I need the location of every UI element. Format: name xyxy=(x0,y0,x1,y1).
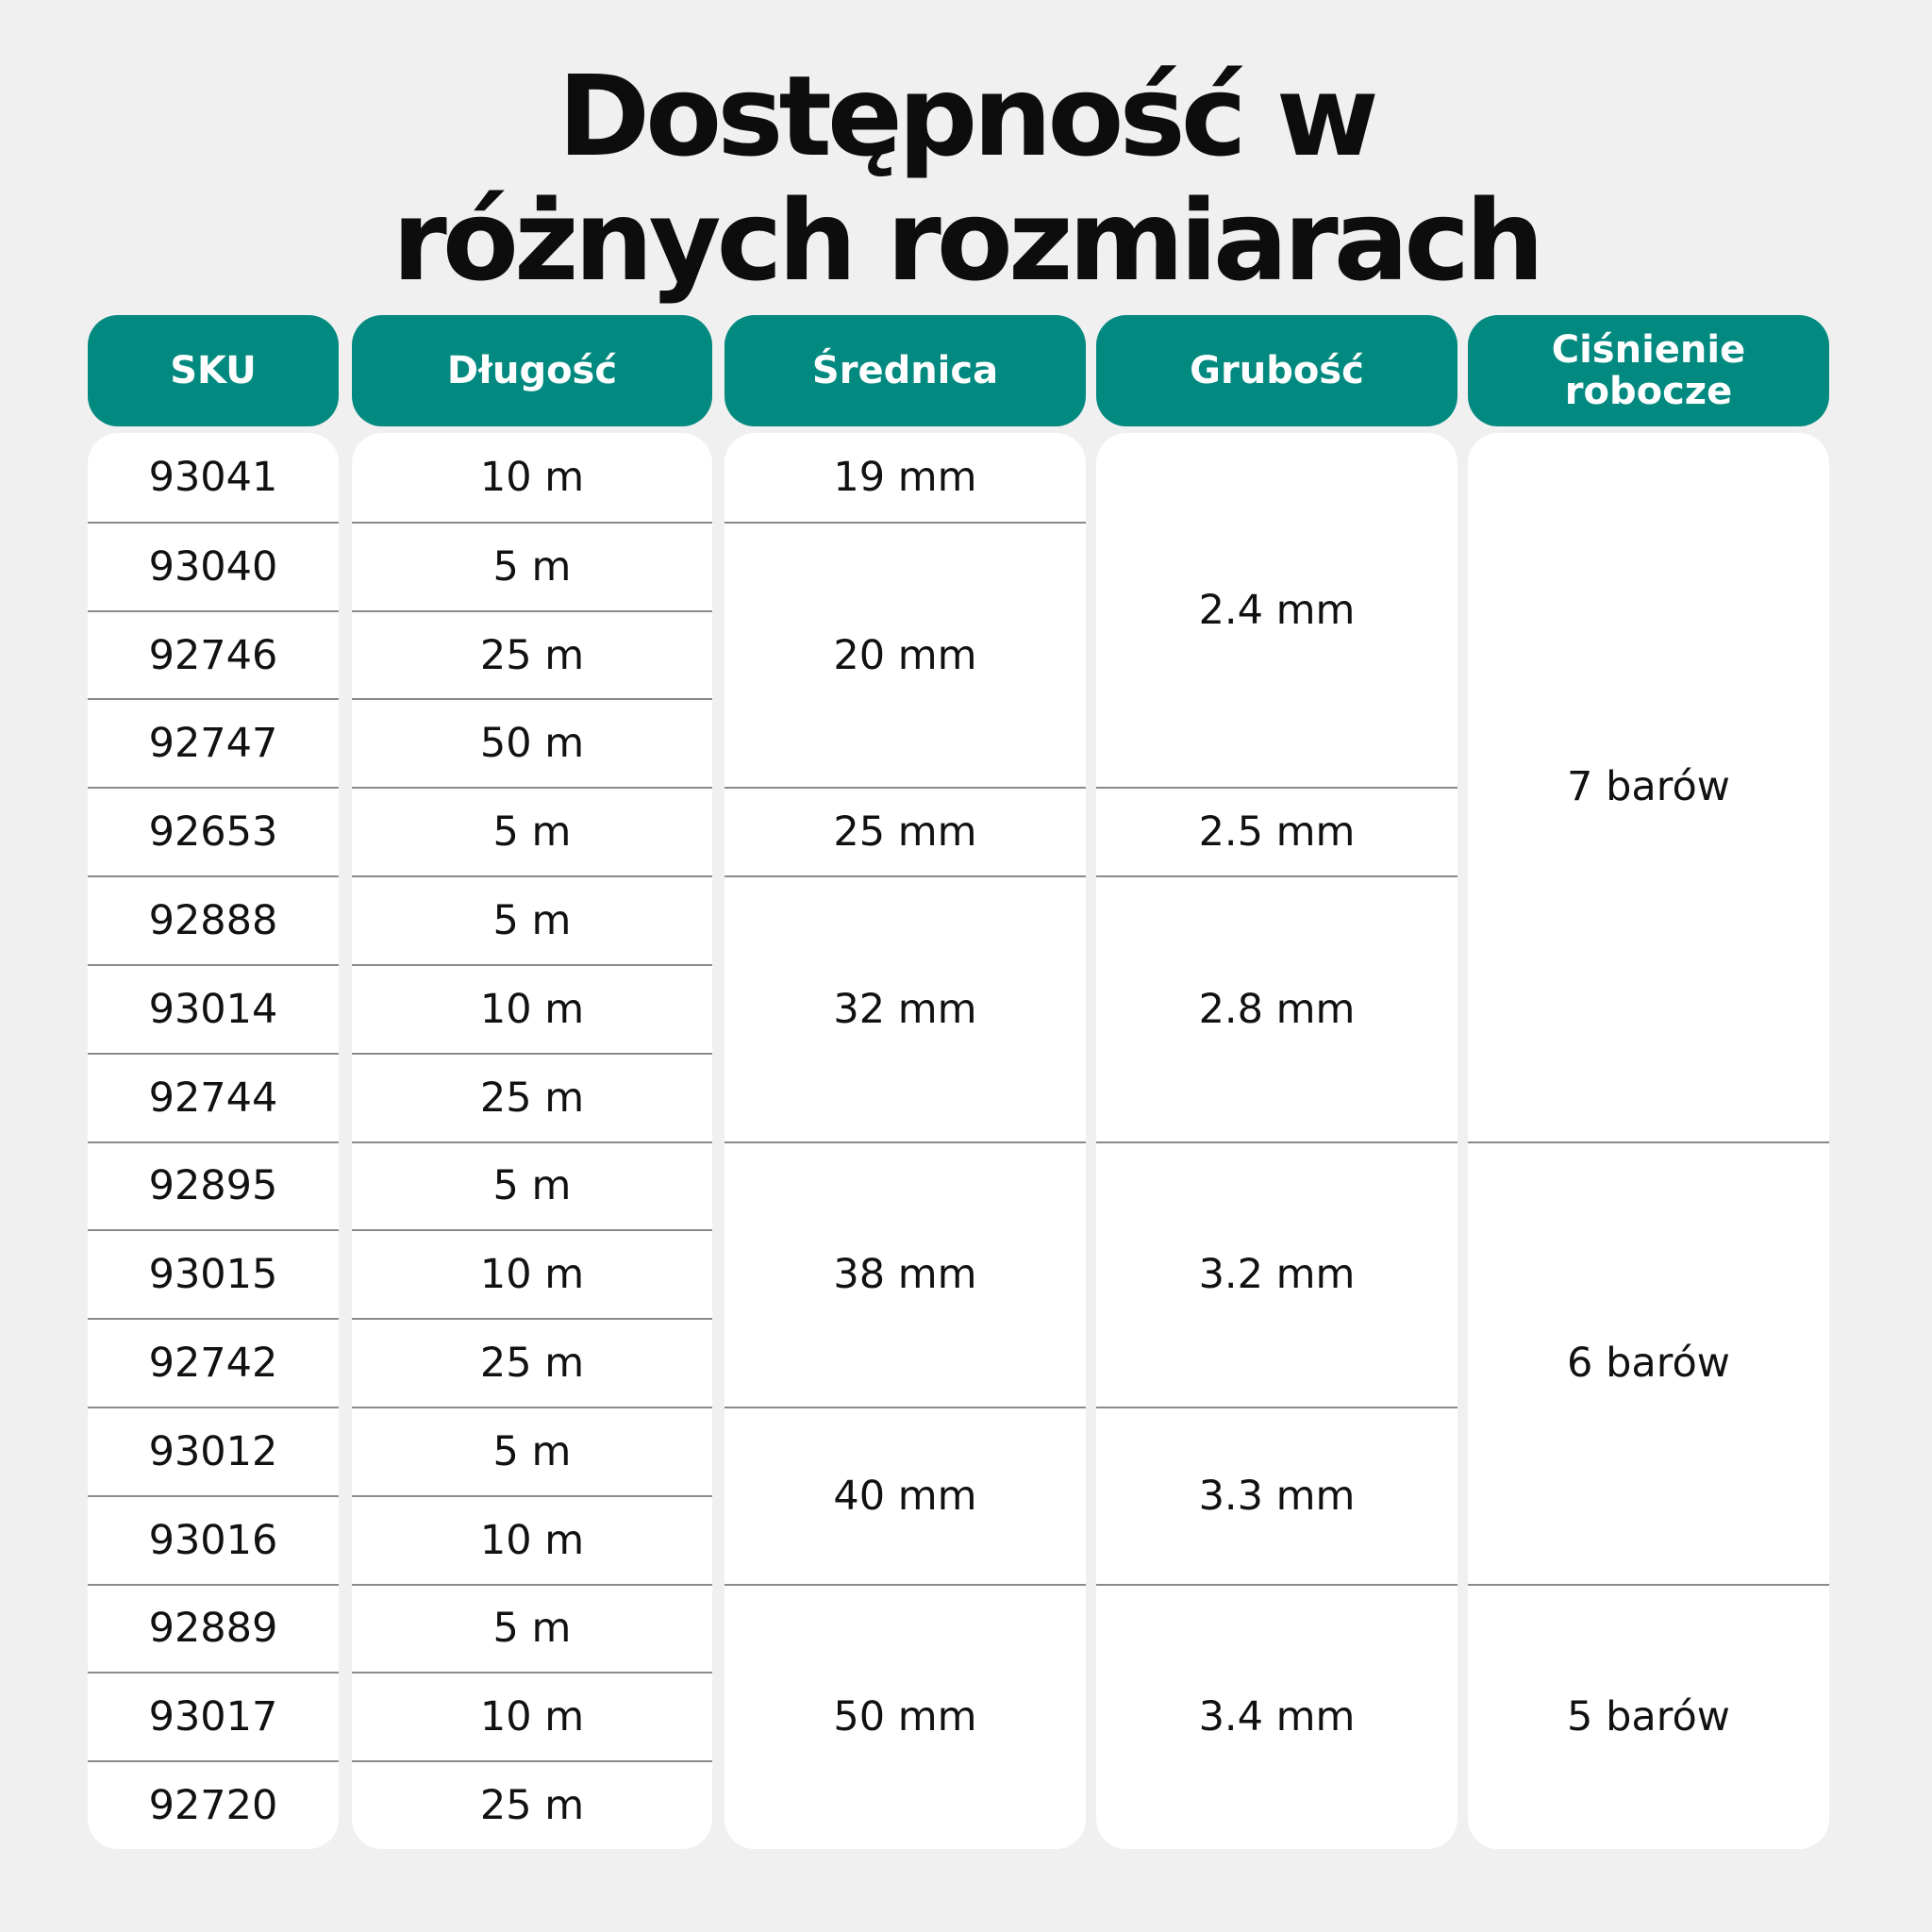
length-cell: 10 m xyxy=(479,453,585,501)
sku-cell: 93041 xyxy=(148,453,278,501)
pressure-cell: 6 barów xyxy=(1468,1141,1829,1584)
length-cell: 25 m xyxy=(352,1318,712,1407)
sku-cell: 92742 xyxy=(88,1318,339,1407)
length-cell: 50 m xyxy=(352,698,712,787)
diameter-cell: 50 mm xyxy=(724,1584,1086,1849)
thickness-cell: 3.3 mm xyxy=(1096,1407,1457,1584)
length-cell: 25 m xyxy=(352,1760,712,1849)
length-cell: 10 m xyxy=(352,1495,712,1584)
thickness-cell: 2.8 mm xyxy=(1096,875,1457,1141)
length-cell: 5 m xyxy=(352,1407,712,1495)
sku-cell: 93040 xyxy=(88,522,339,610)
diameter-cell: 20 mm xyxy=(724,522,1086,787)
sku-cell: 93014 xyxy=(88,964,339,1053)
header-pressure-label-line-1: Ciśnienie xyxy=(1551,328,1746,372)
sku-cell: 92747 xyxy=(88,698,339,787)
column-diameter xyxy=(724,433,1086,1849)
length-cell: 5 m xyxy=(352,1141,712,1230)
length-cell: 10 m xyxy=(352,964,712,1053)
diameter-cell: 19 mm xyxy=(833,453,977,501)
sku-cell: 92895 xyxy=(88,1141,339,1230)
page-title-line-2: różnych rozmiarach xyxy=(391,175,1541,306)
length-cell: 10 m xyxy=(352,1672,712,1760)
sku-cell: 93017 xyxy=(88,1672,339,1760)
sku-cell: 93016 xyxy=(88,1495,339,1584)
length-cell: 5 m xyxy=(352,522,712,610)
sku-cell: 93015 xyxy=(88,1229,339,1318)
thickness-cell: 3.2 mm xyxy=(1096,1141,1457,1407)
thickness-cell: 2.5 mm xyxy=(1096,787,1457,875)
header-sku-label: SKU xyxy=(170,349,257,392)
length-cell: 5 m xyxy=(352,875,712,964)
header-pressure xyxy=(1468,315,1829,426)
length-cell: 5 m xyxy=(352,787,712,875)
column-length xyxy=(352,433,712,1849)
header-diameter-label: Średnica xyxy=(811,349,999,392)
column-thickness xyxy=(1096,433,1457,1849)
diameter-cell: 32 mm xyxy=(724,875,1086,1141)
sku-cell: 92746 xyxy=(88,610,339,699)
header-thickness-label: Grubość xyxy=(1190,349,1364,392)
sku-cell: 92888 xyxy=(88,875,339,964)
sku-cell: 93012 xyxy=(88,1407,339,1495)
length-cell: 10 m xyxy=(352,1229,712,1318)
length-cell: 25 m xyxy=(352,610,712,699)
header-diameter xyxy=(724,315,1086,426)
header-pressure-label-line-2: robocze xyxy=(1564,370,1733,413)
length-cell: 5 m xyxy=(352,1584,712,1673)
thickness-cell: 3.4 mm xyxy=(1096,1584,1457,1849)
sku-cell: 92889 xyxy=(88,1584,339,1673)
header-sku xyxy=(88,315,339,426)
header-length-label: Długość xyxy=(446,349,618,392)
sku-cell: 92744 xyxy=(88,1053,339,1141)
column-sku xyxy=(88,433,339,1849)
pressure-cell: 7 barów xyxy=(1567,763,1730,811)
thickness-cell: 2.4 mm xyxy=(1198,586,1356,634)
sku-cell: 92720 xyxy=(88,1760,339,1849)
sku-cell: 92653 xyxy=(88,787,339,875)
column-pressure xyxy=(1468,433,1829,1849)
diameter-cell: 25 mm xyxy=(724,787,1086,875)
diameter-cell: 40 mm xyxy=(724,1407,1086,1584)
length-cell: 25 m xyxy=(352,1053,712,1141)
header-thickness xyxy=(1096,315,1457,426)
pressure-cell: 5 barów xyxy=(1468,1584,1829,1849)
header-length xyxy=(352,315,712,426)
diameter-cell: 38 mm xyxy=(724,1141,1086,1407)
page-title-line-1: Dostępność w xyxy=(558,51,1374,181)
